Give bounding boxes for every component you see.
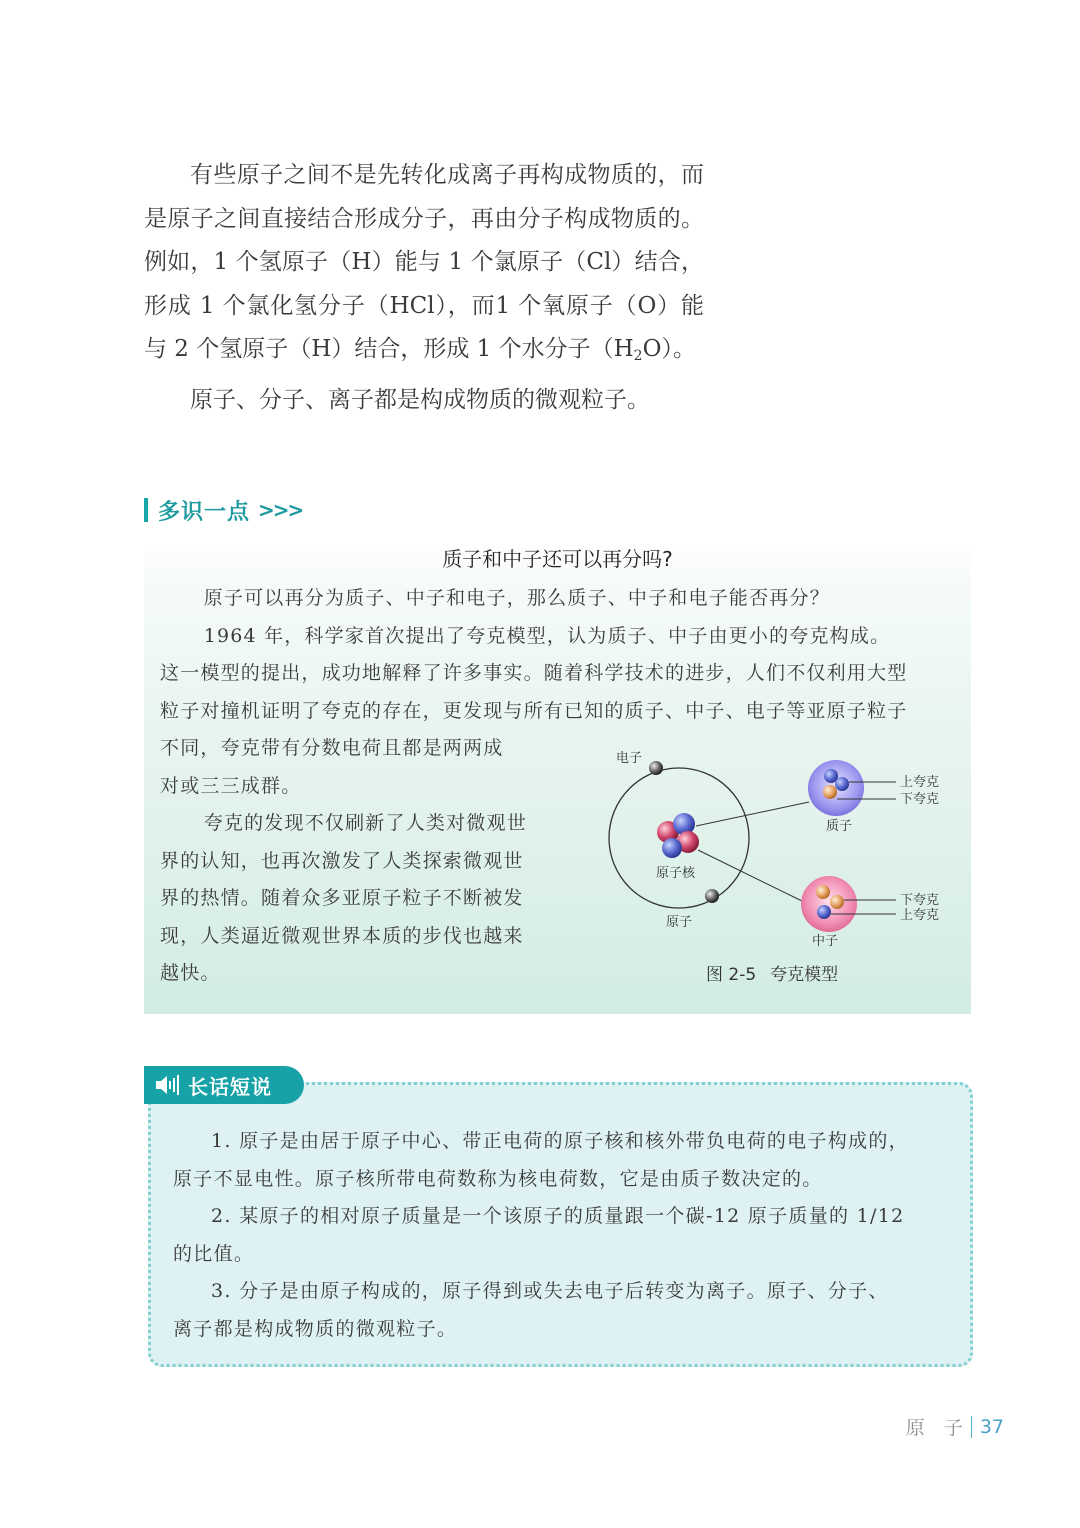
figure-caption — [706, 960, 838, 985]
subscript-2: 2 — [633, 348, 643, 365]
neutron-down-quark-label: 下夸克 — [900, 893, 940, 908]
down-quark-ball — [830, 895, 844, 909]
box-line: 这一模型的提出，成功地解释了许多事实。随着科学技术的进步，人们不仅利用大型 — [160, 662, 908, 684]
down-quark-ball — [823, 785, 837, 799]
box-line: 对或三三成群。 — [160, 774, 302, 797]
page-footer — [906, 1413, 1004, 1440]
body-line: 1 个氧原子（O）能与 2 个氢原子（H）结合，形 — [144, 292, 704, 363]
box-title: 质子和中子还可以再分吗? — [442, 547, 673, 571]
body-line: O）。 — [642, 336, 696, 363]
proton-up-quark-label: 上夸克 — [900, 775, 940, 790]
electron-label: 电子 — [616, 751, 643, 766]
proton-group — [808, 760, 896, 816]
box-line: 夸克的发现不仅刷新了人类对微观世 — [203, 812, 527, 834]
down-quark-ball — [816, 885, 830, 899]
neutron-label: 中子 — [812, 934, 839, 949]
summary-line: 的比值。 — [173, 1242, 255, 1265]
summary-line: 1. 原子是由居于原子中心、带正电荷的原子核和核外带负电荷的电子构成的， — [211, 1130, 909, 1152]
summary-label: 长话短说 — [188, 1074, 272, 1099]
more-knowledge-label: 多识一点 — [158, 499, 251, 525]
box-text-top — [160, 580, 960, 730]
box-line: 粒子对撞机证明了夸克的存在，更发现与所有已知的质子、中子、电子等亚原子粒子 — [160, 699, 908, 722]
more-knowledge-heading — [144, 494, 302, 526]
neutron-group — [801, 876, 896, 932]
page-number: 37 — [979, 1415, 1004, 1438]
chevrons-icon: >>> — [258, 498, 303, 522]
proton-down-quark-label: 下夸克 — [900, 792, 940, 807]
speaker-icon — [154, 1074, 180, 1096]
more-knowledge-box — [144, 542, 971, 1014]
body-paragraph-1 — [144, 154, 704, 379]
electron-ball — [705, 889, 719, 903]
heading-bar — [144, 498, 148, 522]
up-quark-ball — [817, 905, 831, 919]
figure-number: 图 2-5 — [706, 965, 757, 985]
figure-title: 夸克模型 — [770, 965, 839, 985]
atom-label: 原子 — [666, 915, 693, 930]
main-body-text — [144, 154, 704, 423]
summary-tab — [144, 1066, 304, 1104]
summary-line: 离子都是构成物质的微观粒子。 — [173, 1317, 458, 1340]
box-text-left — [160, 730, 542, 993]
summary-box — [148, 1082, 973, 1367]
electron-ball — [649, 761, 663, 775]
box-line: 界的热情。随着众多亚原子粒子不断被发 — [160, 887, 524, 909]
box-line: 现，人类逼近微观世界本质的步伐也越来 — [160, 924, 524, 947]
neutron-circle — [801, 876, 857, 932]
nucleus-proton-ball — [662, 838, 682, 858]
proton-label: 质子 — [826, 819, 853, 834]
summary-line: 原子不显电性。原子核所带电荷数称为核电荷数，它是由质子数决定的。 — [173, 1167, 823, 1190]
summary-text — [173, 1123, 953, 1349]
proton-circle — [808, 760, 864, 816]
summary-line: 3. 分子是由原子构成的，原子得到或失去电子后转变为离子。原子、分子、 — [211, 1280, 889, 1303]
body-line: 的，而是原子之间直接结合形成分子，再由分子构 — [144, 162, 705, 232]
box-line: 1964 年，科学家首次提出了夸克模型，认为质子、中子由更小的夸克构成。 — [203, 624, 891, 647]
proton-pointer-line — [696, 802, 809, 826]
summary-line: 2. 某原子的相对原子质量是一个该原子的质量跟一个碳-12 原子质量的 1/12 — [211, 1205, 905, 1228]
footer-divider — [971, 1416, 972, 1438]
box-line: 不同，夸克带有分数电荷且都是两两成 — [160, 737, 504, 759]
chapter-name: 原 子 — [905, 1417, 963, 1439]
box-line: 原子可以再分为质子、中子和电子，那么质子、中子和电子能否再分？ — [203, 587, 830, 609]
body-paragraph-2: 原子、分子、离子都是构成物质的微观粒子。 — [190, 386, 650, 413]
quark-model-diagram — [604, 742, 964, 992]
up-quark-ball — [835, 777, 849, 791]
neutron-up-quark-label: 上夸克 — [900, 908, 940, 923]
box-line: 越快。 — [160, 962, 221, 984]
body-line: 有些原子之间不是先转化成离子再构成物质 — [190, 162, 635, 188]
body-line: 子（Cl）结合，形成 1 个氯化氢分子（HCl），而 — [144, 249, 704, 319]
atom-orbit-group — [609, 761, 749, 908]
body-line: 成 1 个水分子（H — [446, 336, 634, 363]
box-line: 界的认知，也再次激发了人类探索微观世 — [160, 849, 524, 872]
nucleus-label: 原子核 — [656, 866, 696, 881]
body-line: 成物质的。例如，1 个氢原子（H）能与 1 个氯原 — [144, 205, 705, 276]
